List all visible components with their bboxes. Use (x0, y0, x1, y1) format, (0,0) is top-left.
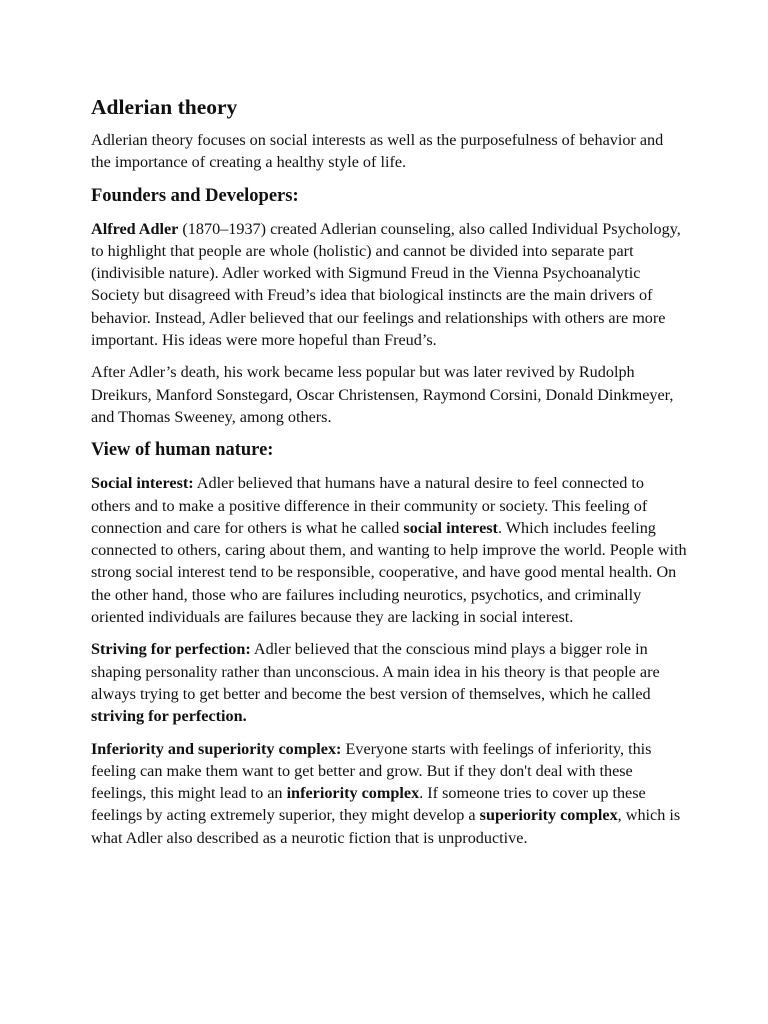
superiority-term: superiority complex (479, 806, 618, 825)
inferiority-term: inferiority complex (286, 784, 420, 803)
social-interest-text-b: . Which includes feeling connected to others, caring about them, and wanting to help improve the world. People with strong social interest tend to be responsible, cooperative, and have good mental health. On the other hand, those who are failures including neurotics, psychotics, and criminally oriented individuals are failures because they are lacking in social interest. (91, 518, 687, 627)
document-page (91, 93, 687, 859)
inferiority-text-c: , which is what Adler also described as a neurotic fiction that is unproductive. (91, 806, 681, 847)
social-interest-text-a: Adler believed that humans have a natural desire to feel connected to others and to make a positive difference in their community or society. This feeling of connection and care for others is what he called (91, 474, 648, 537)
inferiority-text-a: Everyone starts with feelings of inferiority, this feeling can make them want to get better and grow. But if they don't deal with these feelings, this might lead to an (91, 739, 652, 803)
striving-label: Striving for perfection: (91, 640, 251, 659)
striving-term: striving for perfection. (91, 707, 247, 726)
human-nature-heading: View of human nature: (91, 440, 274, 461)
striving-paragraph (91, 638, 687, 727)
intro-paragraph: Adlerian theory focuses on social interests as well as the purposefulness of behavior and the importance of creating a healthy style of life. (91, 131, 664, 172)
social-interest-paragraph (91, 472, 687, 628)
founders-heading: Founders and Developers: (91, 185, 299, 206)
inferiority-text-b: . If someone tries to cover up these feelings by acting extremely superior, they might develop a (91, 784, 646, 825)
social-interest-label: Social interest: (91, 474, 194, 493)
inferiority-paragraph (91, 738, 687, 849)
founders-paragraph-1 (91, 218, 687, 352)
social-interest-term: social interest (403, 518, 498, 537)
inferiority-label: Inferiority and superiority complex: (91, 739, 342, 758)
striving-text-a: Adler believed that the conscious mind plays a bigger role in shaping personality rather than unconscious. A main idea in his theory is that people are always trying to get better and become the best version of themselves, which he called (91, 640, 660, 703)
founder-name: Alfred Adler (91, 219, 179, 238)
page-title: Adlerian theory (91, 95, 238, 119)
founders-paragraph-1-text: (1870–1937) created Adlerian counseling, also called Individual Psychology, to highlight that people are whole (holistic) and cannot be divided into separate part (indivisible nature). Adler worked with Sigmund Freud in the Vienna Psychoanalytic Society but disagreed with Freud’s idea that biological instincts are the main drivers of behavior. Instead, Adler believed that our feelings and relationships with others are more important. His ideas were more hopeful than Freud’s. (91, 219, 681, 350)
founders-paragraph-2: After Adler’s death, his work became less popular but was later revived by Rudolph Dreikurs, Manford Sonstegard, Oscar Christensen, Raymond Corsini, Donald Dinkmeyer, and Thomas Sweeney, among others. (91, 363, 674, 426)
